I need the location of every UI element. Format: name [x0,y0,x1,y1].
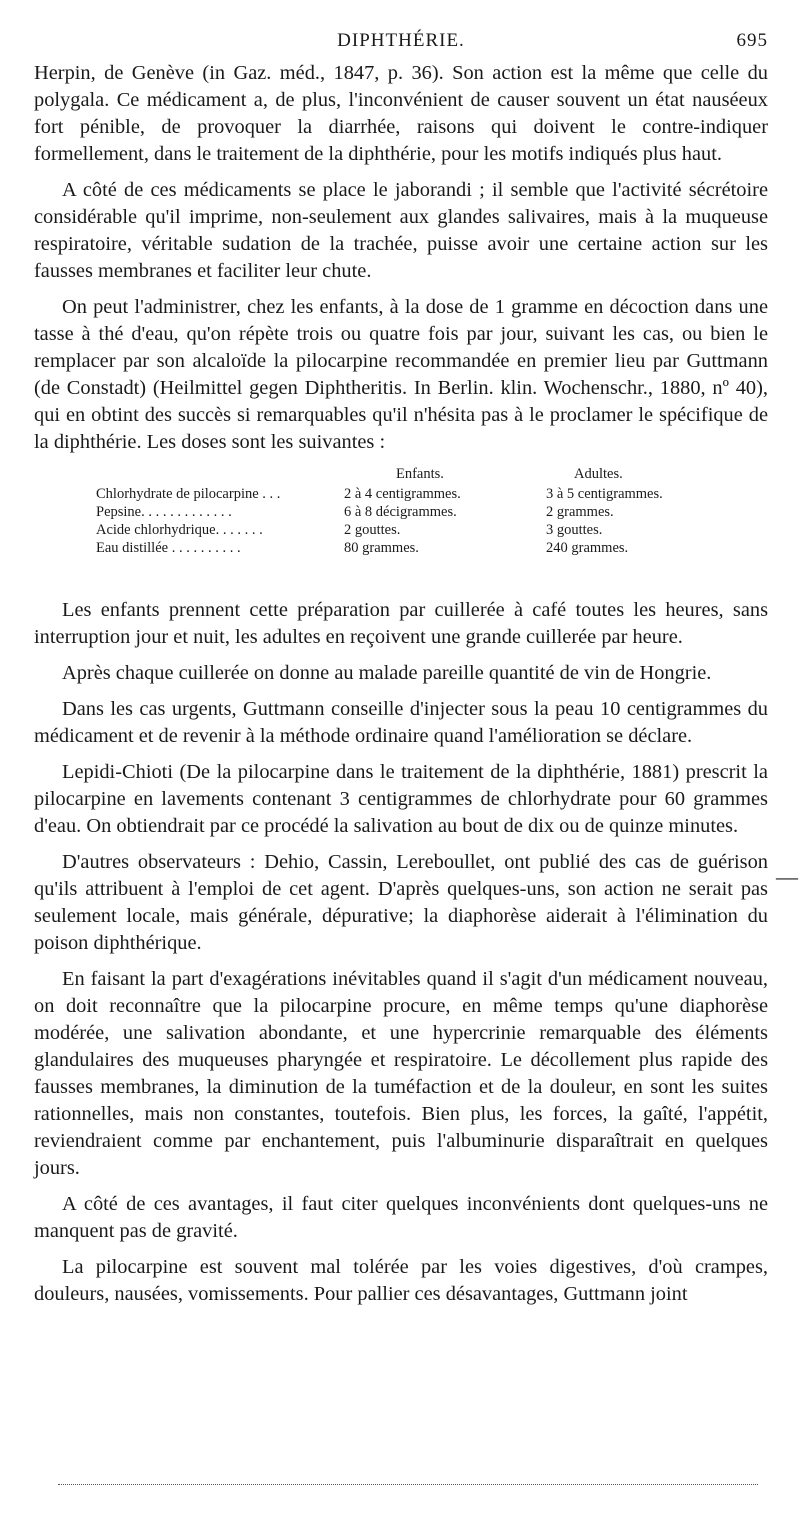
margin-mark: — [776,864,798,889]
dose-adultes: 3 à 5 centigrammes. [546,486,663,502]
page-number: 695 [736,30,768,51]
paragraph: On peut l'administrer, chez les enfants, à la dose de 1 gramme en décoction dans une tasse à thé d'eau, qu'on répète trois ou quatre fois par jour, suivant les cas, ou bien le remplacer par son alcaloïde la pilocarpine recommandée en premier lieu par Guttmann (de Constadt) (Heilmittel gegen Diphtheritis. In Berlin. klin. Wochenschr., 1880, nº 40), qui en obtint des succès si remarquables qu'il n'hésita pas à le proclamer le spécifique de la diphthérie. Les doses sont les suivantes : [34,296,768,453]
dose-enfants: 80 grammes. [344,540,419,556]
paragraph: A côté de ces avantages, il faut citer quelques inconvénients dont quelques-uns ne manquent pas de gravité. [34,1193,768,1242]
paragraph: Dans les cas urgents, Guttmann conseille d'injecter sous la peau 10 centigrammes du médicament et de revenir à la méthode ordinaire quand l'amélioration se déclare. [34,698,768,747]
paragraph: Herpin, de Genève (in Gaz. méd., 1847, p. 36). Son action est la même que celle du polygala. Ce médicament a, de plus, l'inconvénient de causer souvent un état nauséeux fort pénible, de provoquer la diarrhée, raisons qui doivent le contre-indiquer formellement, dans le traitement de la diphthérie, pour les motifs indiqués plus haut. [34,62,768,165]
paragraph: En faisant la part d'exagérations inévitables quand il s'agit d'un médicament nouveau, on doit reconnaître que la pilocarpine procure, en même temps qu'une diaphorèse modérée, une salivation abondante, et une hypercrinie remarquable des éléments glandulaires des muqueuses pharyngée et respiratoire. Le décollement plus rapide des fausses membranes, la diminution de la tuméfaction et de la douleur, en sont les suites rationnelles, mais non constantes, toutefois. Bien plus, les forces, la gaîté, l'appétit, reviendraient comme par enchantement, puis l'albuminurie disparaîtrait en quelques jours. [34,968,768,1179]
paragraph: D'autres observateurs : Dehio, Cassin, Lereboullet, ont publié des cas de guérison qu'ils attribuent à l'emploi de cet agent. D'après quelques-uns, son action ne serait pas seulement locale, mais générale, dépurative; la diaphorèse aiderait à l'élimination du poison diphthérique. [34,851,768,954]
dose-table [96,465,663,557]
ingredient-name: Acide chlorhydrique. . . . . . . [96,522,263,538]
running-title: DIPHTHÉRIE. [337,30,465,51]
table-row [96,485,663,503]
table-row [96,539,663,557]
paragraph: Lepidi-Chioti (De la pilocarpine dans le traitement de la diphthérie, 1881) prescrit la pilocarpine en lavements contenant 3 centigrammes de chlorhydrate pour 60 grammes d'eau. On obtiendrait par ce procédé la salivation au bout de dix ou de quinze minutes. [34,761,768,837]
dose-table-header [96,465,663,485]
table-row [96,503,663,521]
dose-enfants: 6 à 8 décigrammes. [344,504,457,520]
column-header-adultes: Adultes. [574,466,623,482]
dose-adultes: 3 gouttes. [546,522,603,538]
paragraph: Les enfants prennent cette préparation par cuillerée à café toutes les heures, sans interruption jour et nuit, les adultes en reçoivent une grande cuillerée par heure. [34,599,768,648]
table-row [96,521,663,539]
page-body [34,60,768,1317]
paragraph: A côté de ces médicaments se place le jaborandi ; il semble que l'activité sécrétoire considérable qu'il imprime, non-seulement aux glandes salivaires, mais à la muqueuse respiratoire, véritable sudation de la trachée, puisse avoir une certaine action sur les fausses membranes et faciliter leur chute. [34,179,768,282]
dose-adultes: 2 grammes. [546,504,614,520]
paragraph: La pilocarpine est souvent mal tolérée par les voies digestives, d'où crampes, douleurs, nausées, vomissements. Pour pallier ces désavantages, Guttmann joint [34,1256,768,1305]
running-header [34,30,768,56]
dose-adultes: 240 grammes. [546,540,629,556]
ingredient-name: Eau distillée . . . . . . . . . . [96,540,241,556]
dose-enfants: 2 à 4 centigrammes. [344,486,461,502]
dose-enfants: 2 gouttes. [344,522,401,538]
ingredient-name: Pepsine. . . . . . . . . . . . . [96,504,232,520]
footer-dotted-rule [58,1484,758,1485]
ingredient-name: Chlorhydrate de pilocarpine . . . [96,486,281,502]
paragraph: Après chaque cuillerée on donne au malade pareille quantité de vin de Hongrie. [62,662,712,684]
column-header-enfants: Enfants. [396,466,444,482]
